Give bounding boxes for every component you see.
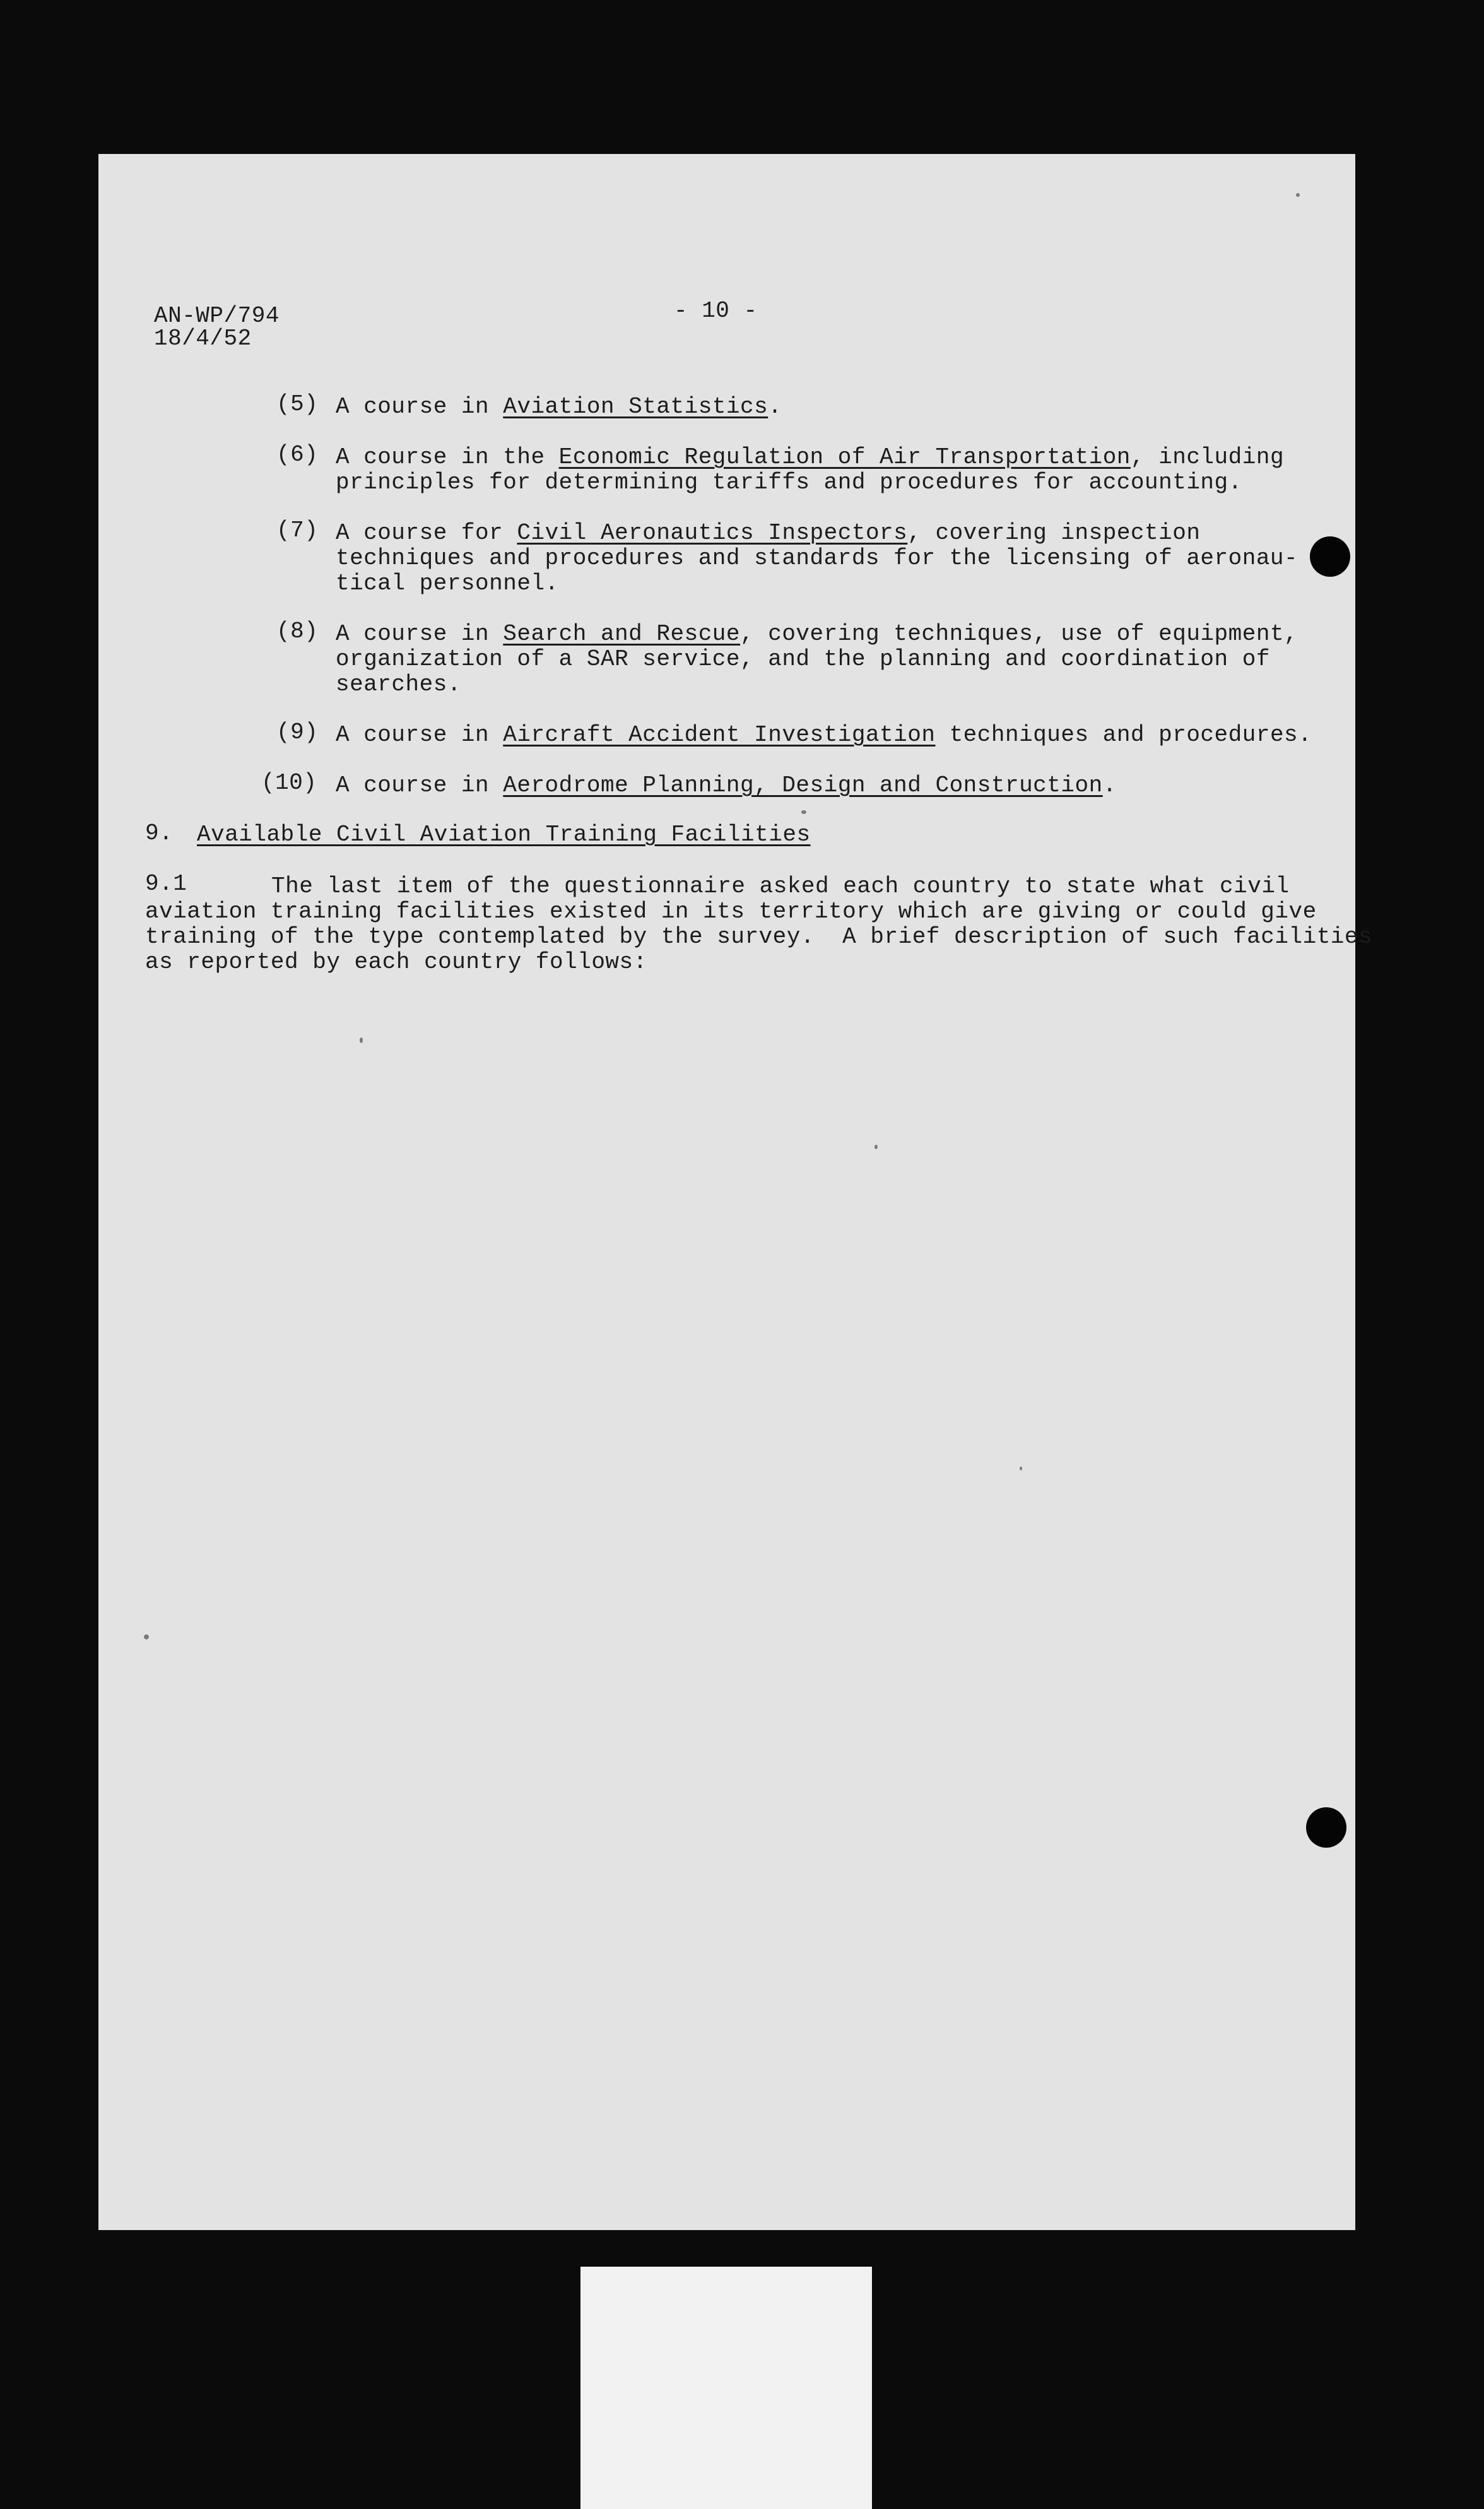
paragraph-line: aviation training facilities existed in its territory which are giving or could give [145,899,1317,924]
punch-hole [1310,536,1350,577]
item-line: searches. [336,671,461,697]
paragraph-number: 9.1 [145,871,187,897]
scan-speck [144,1634,149,1639]
page-number: - 10 - [674,298,758,324]
item-number: (9) [276,719,319,745]
scan-speck [874,1145,878,1149]
scan-speck [1020,1467,1022,1470]
item-number: (6) [276,442,319,468]
item-line: techniques and procedures and standards for the licensing of aeronau- [336,545,1298,571]
document-page [98,154,1373,2230]
scan-speck [801,810,806,814]
section-number: 9. [145,820,174,846]
item-line: A course in Aerodrome Planning, Design and Construction. [336,772,1117,798]
paragraph-line: training of the type contemplated by the survey. A brief description of such facilities [145,924,1373,950]
item-line: A course in Aircraft Accident Investigation techniques and procedures. [336,722,1312,748]
item-number: (7) [276,517,319,543]
paragraph-line: The last item of the questionnaire asked each country to state what civil [271,873,1290,899]
document-ref-code: AN-WP/794 [154,303,280,329]
item-line: principles for determining tariffs and procedures for accounting. [336,469,1242,495]
document-ref-date: 18/4/52 [154,326,252,351]
scan-speck [1296,193,1300,197]
item-number: (10) [261,770,317,796]
item-line: tical personnel. [336,570,559,596]
item-line: A course in the Economic Regulation of Air Transportation, including [336,444,1285,470]
item-line: A course in Aviation Statistics. [336,394,782,420]
blank-slip [580,2267,872,2509]
item-line: A course for Civil Aeronautics Inspectors, covering inspection [336,520,1201,546]
item-line: organization of a SAR service, and the planning and coordination of [336,646,1270,672]
punch-hole [1306,1807,1346,1848]
item-line: A course in Search and Rescue, covering techniques, use of equipment, [336,621,1298,647]
item-number: (8) [276,618,319,644]
paragraph-line: as reported by each country follows: [145,949,647,975]
scan-speck [360,1037,363,1043]
item-number: (5) [276,391,319,417]
section-title: Available Civil Aviation Training Facilities [197,822,811,847]
